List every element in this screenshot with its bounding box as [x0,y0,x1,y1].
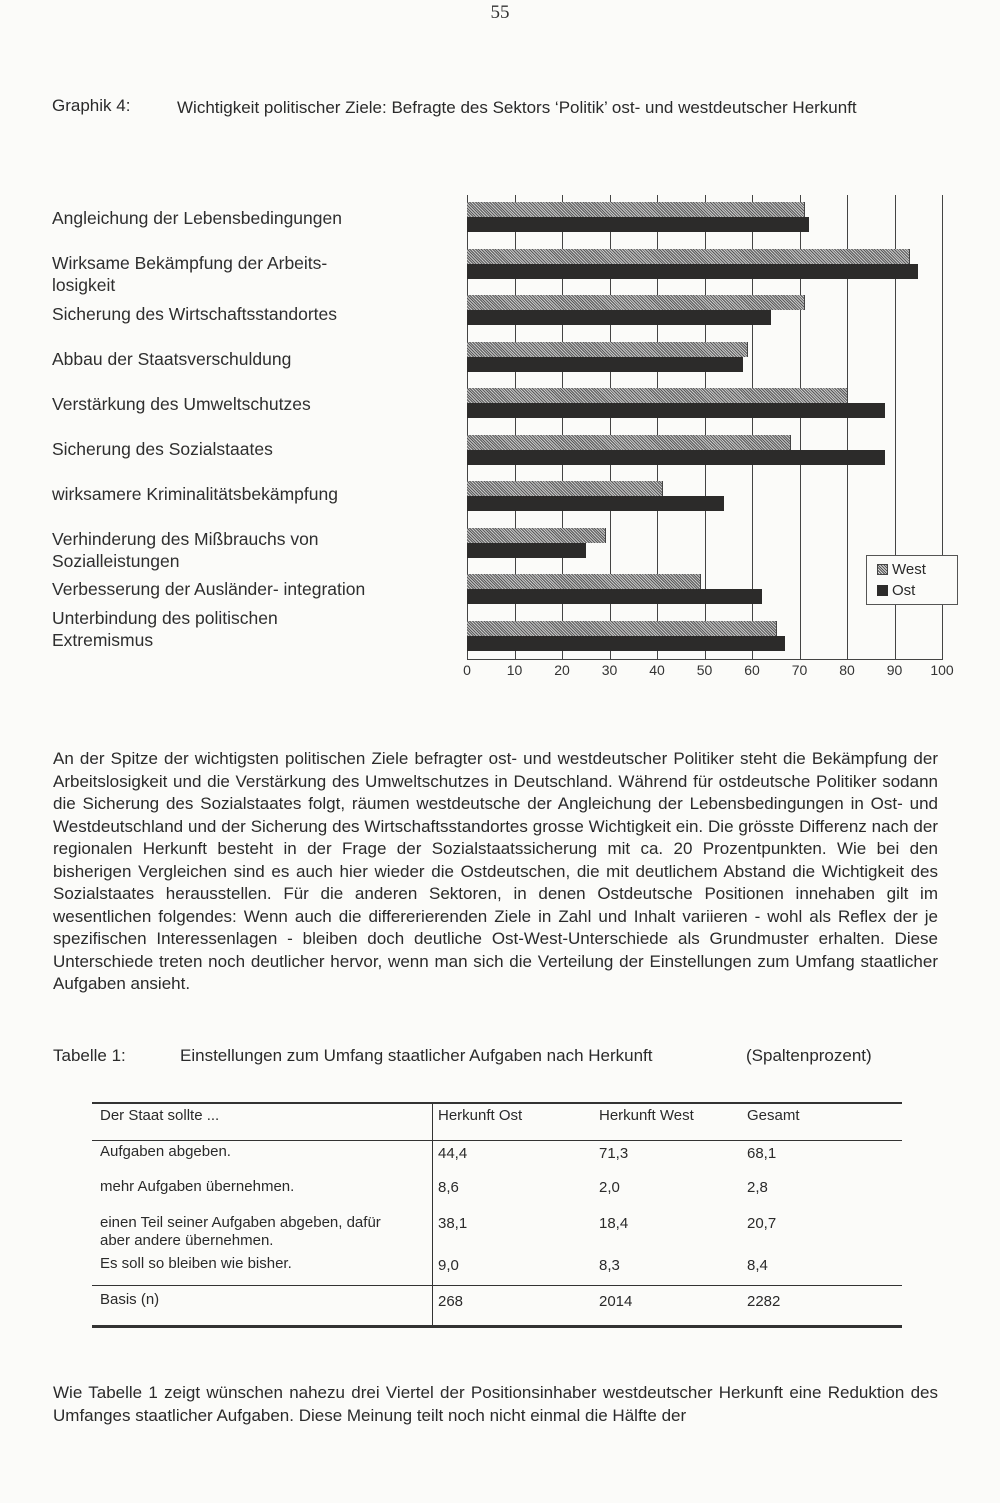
bar-west [467,295,805,310]
west-swatch-icon [877,564,888,575]
bar-west [467,202,805,217]
bar-group [467,621,942,651]
row-label: mehr Aufgaben übernehmen. [100,1178,295,1195]
bar-group [467,295,942,325]
x-tick-label: 60 [744,662,760,678]
bar-west [467,621,777,636]
basis-ost: 268 [438,1293,464,1310]
page-number: 55 [490,2,510,23]
row-ost: 44,4 [438,1145,468,1162]
table-header-west: Herkunft West [599,1107,694,1124]
table-basis-rule [92,1285,902,1286]
table-label: Tabelle 1: [53,1046,126,1065]
chart-legend [866,555,958,605]
category-label: Wirksame Bekämpfung der Arbeits- losigkeit [52,253,328,295]
legend-item-west [877,561,926,578]
bar-ost [467,217,809,232]
bar-ost [467,496,724,511]
category-label: Sicherung des Wirtschaftsstandortes [52,304,337,324]
bar-ost [467,357,743,372]
x-tick-label: 30 [601,662,618,678]
table-title: Einstellungen zum Umfang staatlicher Aufgaben nach Herkunft [180,1046,653,1065]
x-tick-label: 90 [886,662,903,678]
x-tick-label: 80 [839,662,855,678]
category-label: Verbesserung der Ausländer- integration [52,579,366,599]
legend-label-ost: Ost [892,582,916,599]
table-header-label: Der Staat sollte ... [100,1107,220,1124]
row-label: Es soll so bleiben wie bisher. [100,1255,292,1272]
body-paragraph-2: Wie Tabelle 1 zeigt wünschen nahezu drei Viertel der Positionsinhaber westdeutscher Herkunft eine Reduktion des Umfanges staatlicher Aufgaben. Diese Meinung teilt noch nicht einmal die Hälfte der [53,1383,938,1425]
ost-swatch-icon [877,585,888,596]
row-ost: 38,1 [438,1215,468,1232]
x-tick-label: 40 [649,662,665,678]
row-gesamt: 8,4 [747,1257,768,1274]
row-west: 18,4 [599,1215,629,1232]
x-tick-label: 0 [463,662,471,678]
bar-ost [467,636,785,651]
bar-ost [467,264,918,279]
x-tick-label: 100 [930,662,954,678]
bar-ost [467,450,885,465]
legend-label-west: West [892,561,926,578]
table-column-divider [432,1102,433,1328]
category-label: wirksamere Kriminalitätsbekämpfung [52,484,338,504]
bar-west [467,574,701,589]
row-west: 8,3 [599,1257,620,1274]
bar-group [467,481,942,511]
category-label: Sicherung des Sozialstaates [52,439,273,459]
table-unit: (Spaltenprozent) [746,1046,872,1065]
category-label: Verhinderung des Mißbrauchs von Sozialleistungen [52,529,319,571]
table-header-rule [92,1140,902,1141]
bar-group [467,435,942,465]
bar-west [467,388,848,403]
legend-item-ost [877,582,915,599]
row-label: einen Teil seiner Aufgaben abgeben, dafür aber andere übernehmen. [100,1214,381,1249]
bar-west [467,528,606,543]
row-west: 71,3 [599,1145,629,1162]
bar-ost [467,543,586,558]
table-top-rule [92,1102,902,1104]
row-ost: 8,6 [438,1179,459,1196]
bar-ost [467,589,762,604]
bar-ost [467,403,885,418]
category-label: Angleichung der Lebensbedingungen [52,208,342,228]
bar-west [467,481,663,496]
basis-west: 2014 [599,1293,633,1310]
row-gesamt: 20,7 [747,1215,777,1232]
row-label: Aufgaben abgeben. [100,1143,231,1160]
category-label: Verstärkung des Umweltschutzes [52,394,311,414]
row-ost: 9,0 [438,1257,459,1274]
bar-west [467,249,910,264]
bar-group [467,342,942,372]
basis-label: Basis (n) [100,1291,160,1308]
bar-ost [467,310,771,325]
table-bottom-rule [92,1325,902,1328]
row-gesamt: 68,1 [747,1145,777,1162]
bar-west [467,435,791,450]
bar-group [467,202,942,232]
figure-title: Wichtigkeit politischer Ziele: Befragte des Sektors ‘Politik’ ost- und westdeutscher Herkunft [177,98,857,117]
bar-group [467,528,942,558]
x-tick-label: 50 [696,662,713,678]
bar-west [467,342,748,357]
category-label: Unterbindung des politischen Extremismus [52,608,278,650]
x-tick-label: 70 [791,662,808,678]
data-table [92,1102,902,1328]
figure-label: Graphik 4: [52,96,131,115]
body-paragraph-1: An der Spitze der wichtigsten politischen Ziele befragter ost- und westdeutscher Politiker steht die Bekämpfung der Arbeitslosigkeit und die Verstärkung des Umweltschutzes in Deutschland. Während für ostdeutsche Politiker sodann die Sicherung des Sozialstaates folgt, räumen westdeutsche der Angleichung der Lebensbedingungen in Ost- und Westdeutschland und der Sicherung des Wirtschaftsstandortes grosse Wichtigkeit ein. Die grösste Differenz nach der regionalen Herkunft besteht in der Frage der Sozialstaatssicherung mit ca. 20 Prozentpunkten. Wie bei den bisherigen Vergleichen sind es auch hier wieder die Ostdeutschen, die mit deutlichem Abstand die Wichtigkeit des Sozialstaates herausstellen. Für die anderen Sektoren, in denen Ostdeutsche Positionen innehaben gilt im wesentlichen folgendes: Wenn auch die differerierenden Ziele in Zahl und Inhalt variieren - wohl als Reflex der je spezifischen Interessenlagen - bleiben doch deutliche Ost-West-Unterschiede als Grundmuster erhalten. Diese Unterschiede treten noch deutlicher hervor, wenn man sich die Verteilung der Einstellungen zum Umfang staatlicher Aufgaben ansieht. [53,749,938,993]
row-west: 2,0 [599,1179,620,1196]
x-tick-label: 10 [506,662,523,678]
x-tick-label: 20 [554,662,570,678]
table-header-ost: Herkunft Ost [438,1107,523,1124]
basis-gesamt: 2282 [747,1293,781,1310]
category-label: Abbau der Staatsverschuldung [52,349,292,369]
table-header-gesamt: Gesamt [747,1107,800,1124]
bar-group [467,388,942,418]
bar-group [467,249,942,279]
row-gesamt: 2,8 [747,1179,768,1196]
